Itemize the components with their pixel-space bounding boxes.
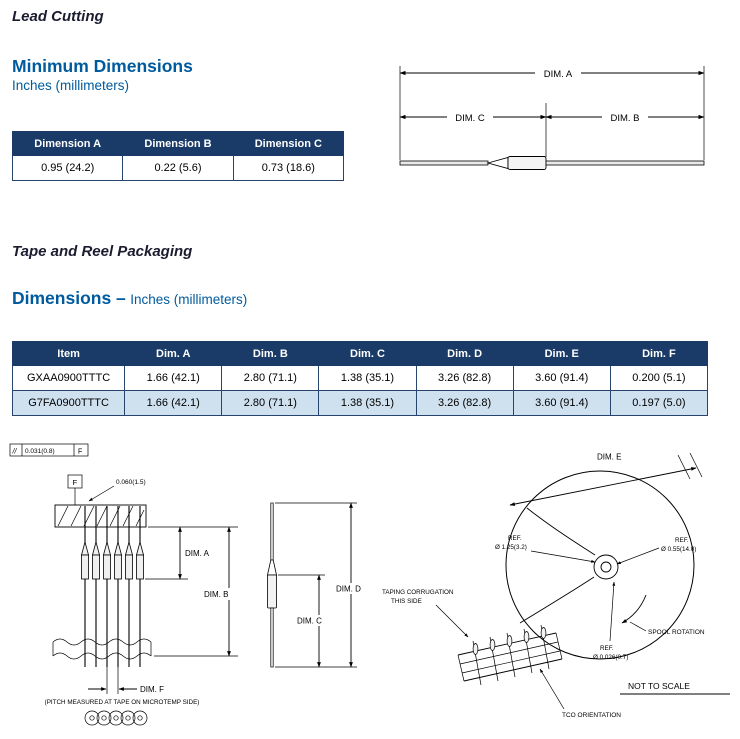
dim-c-label: DIM. C bbox=[455, 113, 485, 124]
dim-b-label: DIM. B bbox=[204, 590, 229, 599]
cell-dim-b: 2.80 (71.1) bbox=[222, 391, 319, 416]
hub-diameter-label: Ø 1.25(3.2) bbox=[495, 544, 527, 551]
not-to-scale-label: NOT TO SCALE bbox=[628, 681, 690, 691]
dimensions-subtitle: Inches (millimeters) bbox=[130, 292, 248, 307]
taped-components bbox=[82, 506, 144, 667]
spool-rotation-label: SPOOL ROTATION bbox=[648, 629, 705, 636]
dim-a-callout bbox=[145, 527, 238, 579]
col-header-dim-a: Dim. A bbox=[125, 342, 222, 366]
cell-dim-a: 1.66 (42.1) bbox=[125, 391, 222, 416]
cell-dimension-a: 0.95 (24.2) bbox=[13, 156, 123, 181]
cell-dim-c: 1.38 (35.1) bbox=[319, 366, 416, 391]
cell-dim-d: 3.26 (82.8) bbox=[416, 391, 513, 416]
tape-end-view bbox=[85, 711, 147, 725]
component-length-drawing bbox=[255, 495, 377, 690]
not-to-scale-note bbox=[620, 681, 730, 694]
taping-corrugation-label-line2: THIS SIDE bbox=[391, 598, 422, 605]
table-row bbox=[13, 391, 708, 416]
cell-dim-f: 0.200 (5.1) bbox=[610, 366, 707, 391]
cell-dim-d: 3.26 (82.8) bbox=[416, 366, 513, 391]
col-header-dim-c: Dim. C bbox=[319, 342, 416, 366]
datum-f-box bbox=[68, 475, 82, 505]
dim-c-callout bbox=[278, 575, 330, 667]
tco-orientation-label: TCO ORIENTATION bbox=[562, 712, 621, 719]
cell-dim-e: 3.60 (91.4) bbox=[513, 391, 610, 416]
dim-d-callout bbox=[275, 503, 369, 667]
dim-d-label: DIM. D bbox=[336, 584, 361, 594]
gdt-parallel-symbol: // bbox=[12, 448, 17, 456]
lead-cutting-diagram bbox=[396, 57, 716, 189]
dim-a-label: DIM. A bbox=[543, 69, 573, 80]
top-tape bbox=[55, 505, 146, 527]
gdt-datum-ref: F bbox=[78, 448, 83, 456]
dim-b-callout bbox=[154, 527, 238, 656]
tape-reel-dimensions-heading bbox=[12, 288, 247, 309]
cell-dim-e: 3.60 (91.4) bbox=[513, 366, 610, 391]
gdt-flag bbox=[10, 444, 88, 456]
thermal-cutoff-component bbox=[400, 157, 704, 170]
min-dimensions-table bbox=[12, 131, 344, 181]
taping-corrugation-label-line1: TAPING CORRUGATION bbox=[382, 589, 454, 596]
col-header-dim-f: Dim. F bbox=[610, 342, 707, 366]
table-header-row bbox=[13, 342, 708, 366]
dimensions-title: Dimensions – bbox=[12, 288, 126, 308]
col-header-dimension-b: Dimension B bbox=[123, 132, 233, 156]
col-header-dim-b: Dim. B bbox=[222, 342, 319, 366]
section-title-lead-cutting: Lead Cutting bbox=[12, 8, 104, 25]
min-dimensions-title: Minimum Dimensions bbox=[12, 56, 193, 76]
col-header-dim-d: Dim. D bbox=[416, 342, 513, 366]
table-header-row bbox=[13, 132, 344, 156]
cell-dim-a: 1.66 (42.1) bbox=[125, 366, 222, 391]
cell-dim-f: 0.197 (5.0) bbox=[610, 391, 707, 416]
dim-b-label: DIM. B bbox=[610, 113, 640, 124]
tape-reel-dimensions-table bbox=[12, 341, 708, 416]
center-diameter-label: Ø 0.55(14.0) bbox=[661, 546, 697, 553]
cell-item: G7FA0900TTTC bbox=[13, 391, 125, 416]
pitch-note: (PITCH MEASURED AT TAPE ON MICROTEMP SIDE) bbox=[44, 699, 200, 706]
tco-orientation-callout bbox=[540, 669, 621, 719]
col-header-dimension-a: Dimension A bbox=[13, 132, 123, 156]
section-title-tape-reel: Tape and Reel Packaging bbox=[12, 243, 193, 260]
datum-f-label: F bbox=[72, 478, 78, 487]
tape-pitch-drawing bbox=[8, 442, 254, 738]
col-header-dimension-c: Dimension C bbox=[233, 132, 343, 156]
dim-c-label: DIM. C bbox=[297, 616, 322, 626]
bottom-corrugated-tape bbox=[53, 639, 151, 659]
cell-dimension-c: 0.73 (18.6) bbox=[233, 156, 343, 181]
cell-dim-b: 2.80 (71.1) bbox=[222, 366, 319, 391]
taping-corrugation-callout bbox=[382, 589, 468, 637]
vertical-component bbox=[268, 503, 277, 667]
dim-f-label: DIM. F bbox=[140, 685, 164, 694]
lead-spacing-label: 0.060(1.5) bbox=[116, 479, 146, 486]
ref-label: REF. bbox=[508, 535, 522, 542]
cell-dimension-b: 0.22 (5.6) bbox=[123, 156, 233, 181]
ref-label: REF. bbox=[675, 537, 689, 544]
slot-diameter-label: Ø 0.026(0.7) bbox=[593, 654, 629, 661]
table-row bbox=[13, 366, 708, 391]
dimension-lines bbox=[400, 65, 704, 160]
min-dimensions-subtitle: Inches (millimeters) bbox=[12, 78, 130, 93]
spool-drawing bbox=[378, 443, 740, 739]
table-row bbox=[13, 156, 344, 181]
ref-label: REF. bbox=[600, 645, 614, 652]
cell-item: GXAA0900TTTC bbox=[13, 366, 125, 391]
dim-f-callout bbox=[88, 667, 164, 694]
col-header-item: Item bbox=[13, 342, 125, 366]
lead-spacing-callout bbox=[89, 479, 146, 501]
cell-dim-c: 1.38 (35.1) bbox=[319, 391, 416, 416]
gdt-tolerance-value: 0.031(0.8) bbox=[25, 448, 55, 455]
dim-a-label: DIM. A bbox=[185, 549, 210, 558]
dim-e-label: DIM. E bbox=[597, 452, 622, 462]
col-header-dim-e: Dim. E bbox=[513, 342, 610, 366]
